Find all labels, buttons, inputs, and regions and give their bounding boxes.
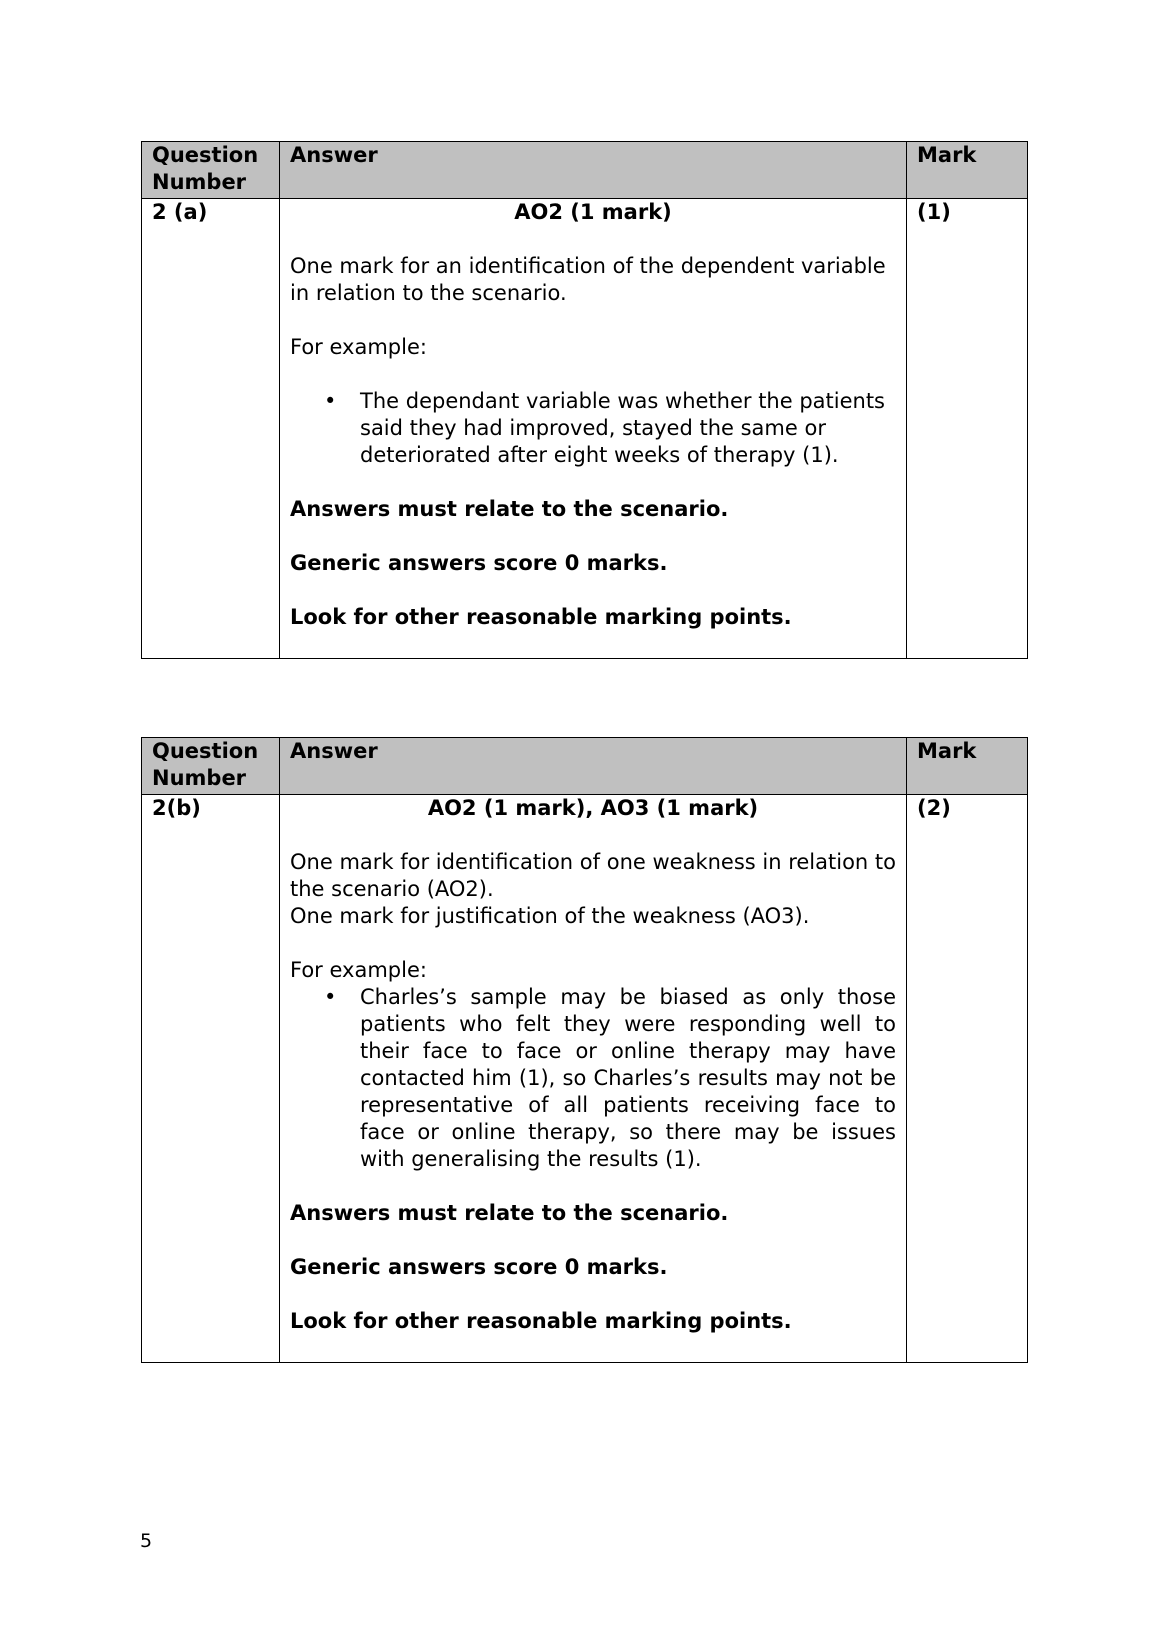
example-text: The dependant variable was whether the patients said they had improved, stayed the same or deteriorated after eight weeks of therapy (1).	[360, 389, 885, 467]
page-number: 5	[140, 1530, 153, 1552]
header-question-number: Question Number	[142, 142, 280, 199]
list-item	[324, 984, 896, 1173]
example-list	[290, 388, 896, 469]
ao-heading: AO2 (1 mark), AO3 (1 mark)	[427, 796, 759, 820]
table-row	[142, 199, 1028, 659]
answer-cell	[280, 199, 907, 659]
header-mark: Mark	[907, 142, 1028, 199]
header-answer: Answer	[280, 142, 907, 199]
note-relate-scenario: Answers must relate to the scenario.	[290, 497, 729, 521]
list-item	[324, 388, 896, 469]
example-label: For example:	[290, 958, 427, 982]
table-header-row	[142, 738, 1028, 795]
ao-heading: AO2 (1 mark)	[514, 200, 672, 224]
mark-value: (1)	[907, 199, 1028, 659]
mark-scheme-table-2b	[141, 737, 1028, 1363]
header-mark: Mark	[907, 738, 1028, 795]
question-number: 2(b)	[142, 795, 280, 1363]
marking-intro: One mark for an identification of the dependent variable in relation to the scenario.	[290, 254, 886, 305]
note-generic-answers: Generic answers score 0 marks.	[290, 1255, 668, 1279]
bullet-icon: •	[324, 389, 337, 413]
note-relate-scenario: Answers must relate to the scenario.	[290, 1201, 729, 1225]
marking-intro-ao3: One mark for justification of the weakness (AO3).	[290, 904, 810, 928]
table-header-row	[142, 142, 1028, 199]
marking-intro-ao2: One mark for identification of one weakness in relation to the scenario (AO2).	[290, 850, 896, 901]
answer-cell	[280, 795, 907, 1363]
note-generic-answers: Generic answers score 0 marks.	[290, 551, 668, 575]
example-text: Charles’s sample may be biased as only those patients who felt they were responding well to their face to face or online therapy may have contacted him (1), so Charles’s results may not be representative of all patients receiving face to face or online therapy, so there may be issues with generalising the results (1).	[360, 985, 896, 1171]
table-row	[142, 795, 1028, 1363]
question-number: 2 (a)	[142, 199, 280, 659]
header-question-number: Question Number	[142, 738, 280, 795]
header-answer: Answer	[280, 738, 907, 795]
mark-value: (2)	[907, 795, 1028, 1363]
mark-scheme-table-2a	[141, 141, 1028, 659]
note-other-points: Look for other reasonable marking points.	[290, 1309, 792, 1333]
bullet-icon: •	[324, 985, 337, 1009]
note-other-points: Look for other reasonable marking points.	[290, 605, 792, 629]
example-label: For example:	[290, 335, 427, 359]
example-list	[290, 984, 896, 1173]
